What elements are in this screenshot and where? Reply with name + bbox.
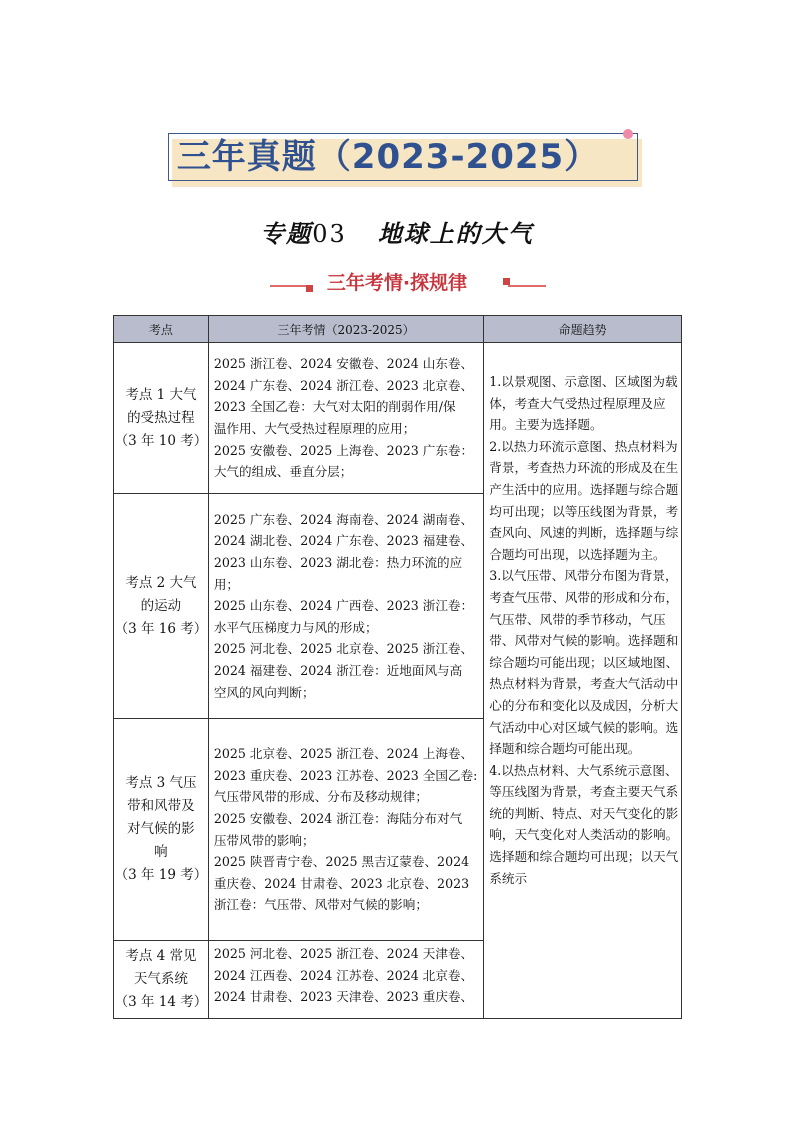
point-count: （3 年 14 考） [114,994,208,1010]
header-trend: 命题趋势 [484,316,682,343]
banner [168,133,642,183]
trend-item: 2.以热力环流示意图、热点材料为背景，考查热力环流的形成及在生产生活中的应用。选择题与综合题均可出现；以等压线图为背景，考查风向、风速的判断，选择题与综合题均可出现，以选择题为主。 [489,438,679,562]
table-header-row [114,316,682,343]
trend-cell [484,343,682,1019]
trend-item: 1.以景观图、示意图、区域图为载体，考查大气受热过程原理及应用。主要为选择题。 [489,374,678,433]
point-cell [114,494,209,719]
subject-heading [0,214,794,249]
point-cell [114,719,209,941]
subject-number: 03 [312,220,347,248]
years-cell: 2025 浙江卷、2024 安徽卷、2024 山东卷、 2024 广东卷、2024 浙江卷、2023 北京卷、 2023 全国乙卷：大气对太阳的削弱作用/保 温作用、大气受热过程原理的应用； 2025 安徽卷、2025 上海卷、2023 广东卷： 大气的组成、垂直分层； [208,343,483,494]
section-square-right [503,278,510,285]
point-line: 考点 3 气压 [125,775,197,791]
years-cell: 2025 广东卷、2024 海南卷、2024 湖南卷、 2024 湖北卷、2024 广东卷、2023 福建卷、 2023 山东卷、2023 湖北卷：热力环流的应 用； 2025 山东卷、2024 广西卷、2023 浙江卷： 水平气压梯度力与风的形成； 2025 河北卷、2025 北京卷、2025 浙江卷、 2024 福建卷、2024 浙江卷：近地面风与高 空风的风向判断； [208,494,483,719]
banner-title: 三年真题（2023-2025） [176,137,600,177]
banner-dot-decoration [623,129,633,139]
point-count: （3 年 19 考） [114,867,208,883]
point-line: 考点 2 大气 [125,574,197,591]
subject-title: 地球上的大气 [377,219,534,248]
point-line: 天气系统 [133,971,188,987]
header-point: 考点 [114,316,209,343]
point-line: 带和风带及 [127,798,195,814]
point-line: 的运动 [140,597,182,614]
point-count: （3 年 16 考） [114,620,208,637]
point-line: 响 [154,844,168,860]
exam-analysis-table [113,315,682,1019]
point-count: （3 年 10 考） [114,432,208,449]
subject-prefix: 专题 [260,219,313,248]
trend-item: 3.以气压带、风带分布图为背景，考查气压带、风带的形成和分布，气压带、风带的季节移动，气压带、风带对气候的影响。选择题和综合题均可能出现；以区域地图、热点材料为背景，考查大气活动中心的分布和变化以及成因，分析大气活动中心对区域气候的影响。选择题和综合题均可能出现。 [489,568,679,757]
years-cell: 2025 河北卷、2025 浙江卷、2024 天津卷、 2024 江西卷、2024 江苏卷、2024 北京卷、 2024 甘肃卷、2023 天津卷、2023 重庆卷、 [208,941,483,1019]
point-line: 对气候的影 [127,821,195,837]
point-line: 的受热过程 [127,409,195,426]
section-line-right [508,285,546,287]
section-title: 三年考情·探规律 [326,272,468,294]
years-cell: 2025 北京卷、2025 浙江卷、2024 上海卷、 2023 重庆卷、2023 江苏卷、2023 全国乙卷: 气压带风带的形成、分布及移动规律； 2025 安徽卷、2024 浙江卷：海陆分布对气 压带风带的影响； 2025 陕晋青宁卷、2025 黑吉辽蒙卷、2024 重庆卷、2024 甘肃卷、2023 北京卷、2023 浙江卷：气压带、风带对气候的影响； [208,719,483,941]
point-line: 考点 1 大气 [125,386,197,403]
header-years: 三年考情（2023-2025） [208,316,483,343]
trend-item: 4.以热点材料、大气系统示意图、等压线图为背景，考查主要天气系统的判断、特点、对天气变化的影响，天气变化对人类活动的影响。选择题和综合题均可出现；以天气系统示 [489,762,679,886]
table-row [114,343,682,494]
point-cell [114,343,209,494]
section-header [0,268,794,298]
point-line: 考点 4 常见 [125,948,197,964]
point-cell [114,941,209,1019]
